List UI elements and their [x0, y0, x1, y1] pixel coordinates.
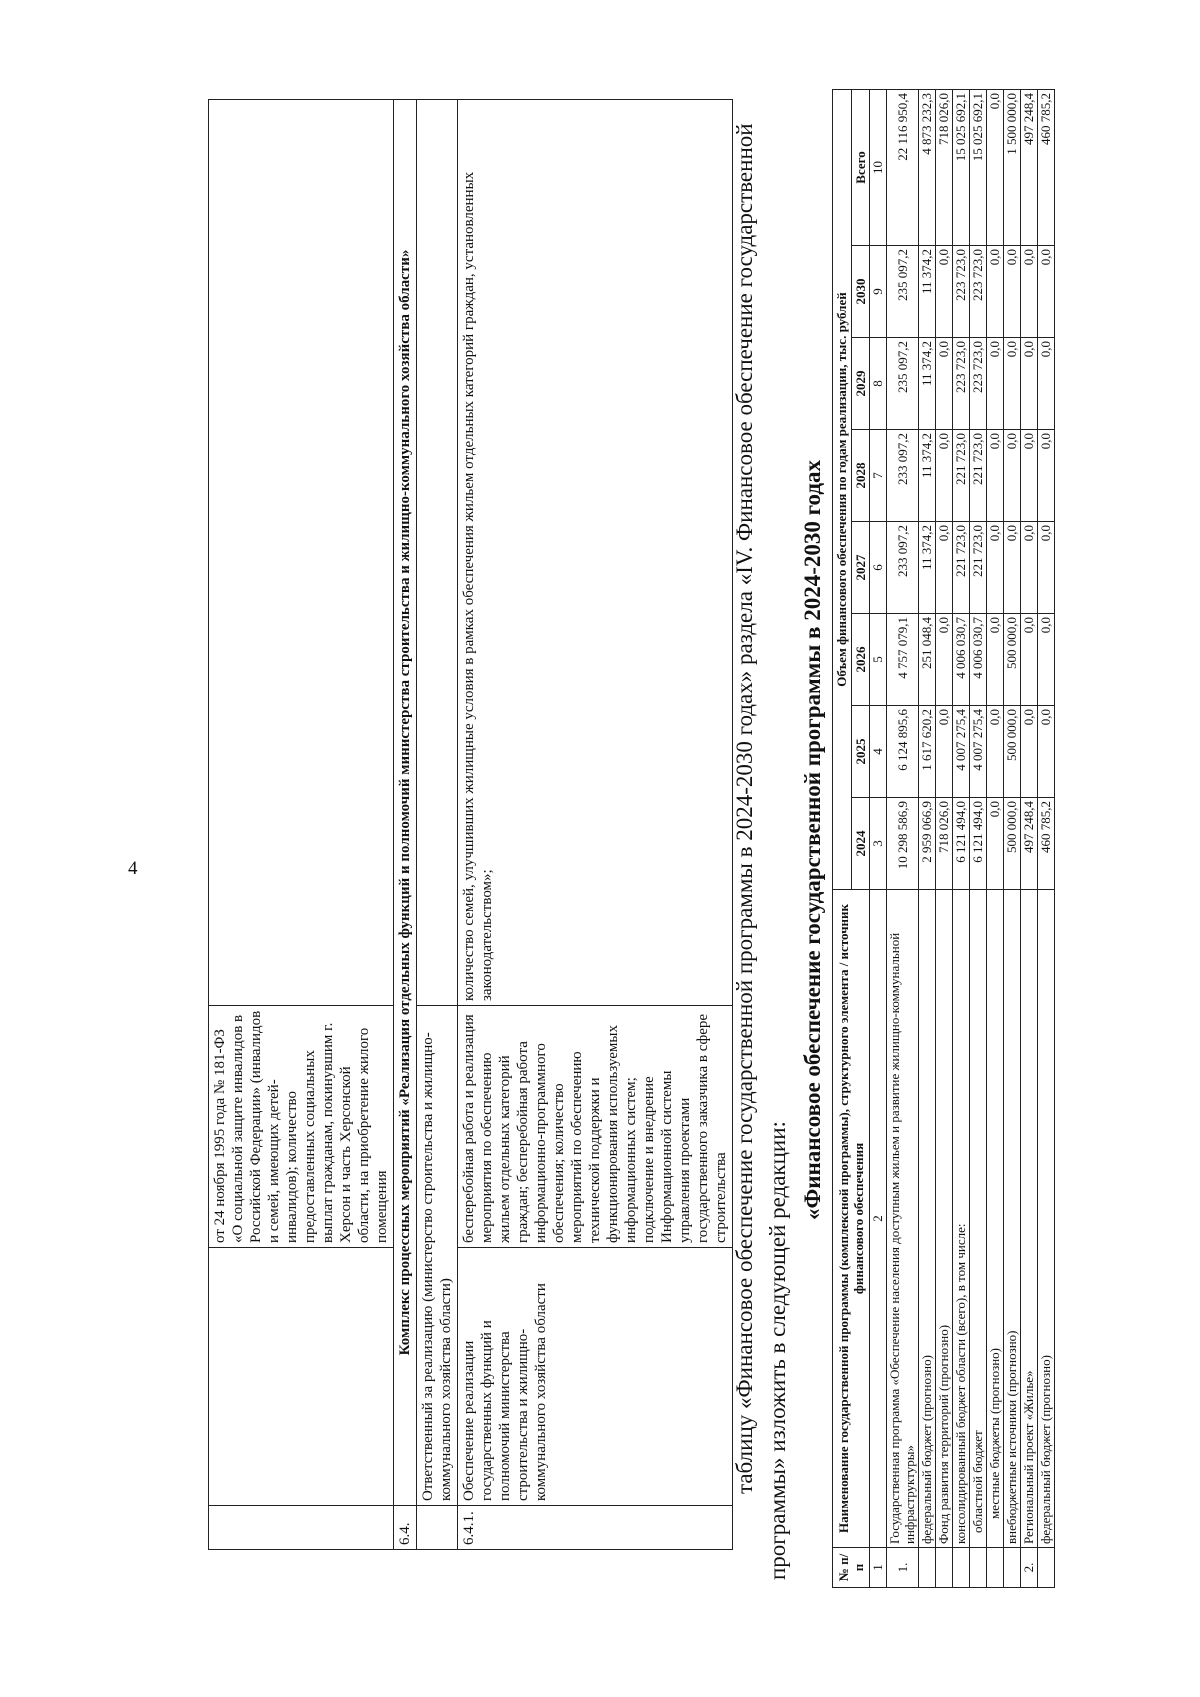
table-row [952, 89, 969, 1587]
year-value: 0,0 [986, 430, 1003, 522]
year-value: 4 006 030,7 [952, 614, 969, 706]
year-value: 251 048,4 [918, 614, 935, 706]
column-index: 9 [870, 246, 887, 338]
row-number [1003, 1548, 1020, 1588]
financial-table [832, 89, 1055, 1588]
year-value: 1 617 620,2 [918, 706, 935, 798]
year-value: 11 374,2 [918, 522, 935, 614]
year-value: 0,0 [1020, 430, 1037, 522]
year-value: 11 374,2 [918, 246, 935, 338]
header-year: 2024 [851, 798, 870, 890]
year-value: 2 959 066,9 [918, 798, 935, 890]
year-value: 4 007 275,4 [969, 706, 986, 798]
year-value: 11 374,2 [918, 430, 935, 522]
year-value: 0,0 [935, 430, 952, 522]
row-number [969, 1548, 986, 1588]
table-row [458, 100, 733, 1550]
total-value: 15 025 692,1 [969, 89, 986, 245]
year-value: 223 723,0 [969, 246, 986, 338]
table-cell [209, 1506, 394, 1550]
header-year: 2030 [851, 246, 870, 338]
total-value: 15 025 692,1 [952, 89, 969, 245]
heading-wrapper [728, 80, 795, 1580]
year-value: 0,0 [935, 614, 952, 706]
year-value: 221 723,0 [969, 430, 986, 522]
table-row [986, 89, 1003, 1587]
year-value: 0,0 [1020, 614, 1037, 706]
total-value: 22 116 950,4 [886, 89, 918, 245]
total-value: 460 785,2 [1037, 89, 1054, 245]
page-number: 4 [128, 858, 138, 879]
table-cell [209, 100, 394, 1006]
header-volume: Объем финансового обеспечения по годам реализации, тыс. рублей [833, 89, 852, 889]
year-value: 11 374,2 [918, 338, 935, 430]
column-index: 8 [870, 338, 887, 430]
year-value: 0,0 [1003, 338, 1020, 430]
column-index: 7 [870, 430, 887, 522]
year-value: 0,0 [935, 522, 952, 614]
row-name: консолидированный бюджет области (всего), в том числе: [952, 890, 969, 1548]
year-value: 221 723,0 [952, 522, 969, 614]
year-value: 221 723,0 [969, 522, 986, 614]
year-value: 0,0 [1003, 246, 1020, 338]
section-row [394, 100, 417, 1550]
year-value: 0,0 [1037, 430, 1054, 522]
year-value: 460 785,2 [1037, 798, 1054, 890]
year-value: 0,0 [1020, 706, 1037, 798]
table-row [886, 89, 918, 1587]
header-year: 2027 [851, 522, 870, 614]
header-name: Наименование государственной программы (комплексной программы), структурного элемента / источник финансового обеспечения [833, 890, 870, 1548]
column-index: 3 [870, 798, 887, 890]
table-cell [417, 100, 458, 1006]
total-value: 0,0 [986, 89, 1003, 245]
year-value: 500 000,0 [1003, 706, 1020, 798]
year-value: 0,0 [986, 522, 1003, 614]
year-value: 0,0 [986, 338, 1003, 430]
top-table-wrapper [208, 100, 733, 1550]
total-value: 718 026,0 [935, 89, 952, 245]
row-number: 2. [1020, 1548, 1037, 1588]
year-value: 4 007 275,4 [952, 706, 969, 798]
year-value: 0,0 [1037, 522, 1054, 614]
column-index: 1 [870, 1548, 887, 1588]
table-row [209, 100, 394, 1550]
year-value: 0,0 [935, 706, 952, 798]
year-value: 223 723,0 [952, 246, 969, 338]
year-value: 500 000,0 [1003, 614, 1020, 706]
row-name: федеральный бюджет (прогнозно) [918, 890, 935, 1548]
year-value: 0,0 [1037, 706, 1054, 798]
row-name: областной бюджет [969, 890, 986, 1548]
column-index: 2 [870, 890, 887, 1548]
fin-table-wrapper [832, 90, 1055, 1588]
year-value: 0,0 [1020, 246, 1037, 338]
heading-paragraph: таблицу «Финансовое обеспечение государственной программы в 2024-2030 годах» раздела «IV. Финансовое обеспечение государственной программы» изложить в следующей редакции: [732, 123, 791, 1580]
year-value: 497 248,4 [1020, 798, 1037, 890]
table-row [1020, 89, 1037, 1587]
year-value: 235 097,2 [886, 246, 918, 338]
table-title: «Финансовое обеспечение государственной программы в 2024-2030 годах [800, 460, 825, 1220]
column-index: 4 [870, 706, 887, 798]
column-index-row [870, 89, 887, 1587]
year-value: 233 097,2 [886, 430, 918, 522]
year-value: 221 723,0 [952, 430, 969, 522]
year-value: 0,0 [1037, 614, 1054, 706]
year-value: 0,0 [935, 246, 952, 338]
task-text: Обеспечение реализации государственных функций и полномочий министерства строительства и жилищно-коммунального хозяйства области [458, 1248, 733, 1506]
program-structure-table [208, 99, 733, 1550]
year-value: 0,0 [1003, 522, 1020, 614]
row-number: 1. [886, 1548, 918, 1588]
row-name: Региональный проект «Жилье» [1020, 890, 1037, 1548]
table-row [969, 89, 986, 1587]
table-row [935, 89, 952, 1587]
table-cell [209, 1248, 394, 1506]
header-year: 2026 [851, 614, 870, 706]
column-index: 5 [870, 614, 887, 706]
row-name: федеральный бюджет (прогнозно) [1037, 890, 1054, 1548]
section-number: 6.4. [394, 1506, 417, 1550]
year-value: 0,0 [986, 614, 1003, 706]
year-value: 6 121 494,0 [952, 798, 969, 890]
year-value: 0,0 [1020, 338, 1037, 430]
header-year: 2025 [851, 706, 870, 798]
year-value: 6 124 895,6 [886, 706, 918, 798]
year-value: 4 006 030,7 [969, 614, 986, 706]
header-row [833, 89, 852, 1587]
total-value: 497 248,4 [1020, 89, 1037, 245]
total-value: 4 873 232,3 [918, 89, 935, 245]
table-cell: от 24 ноября 1995 года № 181-ФЗ «О социальной защите инвалидов в Российской Федерации» (инвалидов и семей, имеющих детей-инвалидов); количество предоставленных социальных выплат гражданам, покинувшим г. Херсон и часть Херсонской области, на приобретение жилого помещения [209, 1006, 394, 1248]
year-value: 0,0 [1037, 246, 1054, 338]
header-num: № п/п [833, 1548, 870, 1588]
year-value: 500 000,0 [1003, 798, 1020, 890]
year-value: 0,0 [1003, 430, 1020, 522]
year-value: 233 097,2 [886, 522, 918, 614]
year-value: 0,0 [1037, 338, 1054, 430]
row-number [918, 1548, 935, 1588]
table-row [918, 89, 935, 1587]
row-number [1037, 1548, 1054, 1588]
section-title: Комплекс процессных мероприятий «Реализация отдельных функций и полномочий министерства строительства и жилищно-коммунального хозяйства области» [394, 100, 417, 1506]
responsible-text: Ответственный за реализацию (министерство строительства и жилищно-коммунального хозяйства области) [417, 1006, 458, 1506]
table-title-wrapper [800, 100, 826, 1580]
year-value: 718 026,0 [935, 798, 952, 890]
year-value: 0,0 [935, 338, 952, 430]
effects-text: бесперебойная работа и реализация мероприятия по обеспечению жильем отдельных категорий граждан; бесперебойная работа информационно-программного обеспечения; количество мероприятий по обеспечению технической поддержки и функционирования используемых информационных систем; подключение и внедрение Информационной системы управления проектами государственного заказчика в сфере строительства [458, 1006, 733, 1248]
year-value: 0,0 [986, 706, 1003, 798]
row-number: 6.4.1. [458, 1506, 733, 1550]
table-row [1037, 89, 1054, 1587]
table-row [1003, 89, 1020, 1587]
header-total: Всего [851, 89, 870, 245]
table-cell [417, 1506, 458, 1550]
year-value: 6 121 494,0 [969, 798, 986, 890]
year-value: 0,0 [986, 798, 1003, 890]
year-value: 223 723,0 [969, 338, 986, 430]
row-name: внебюджетные источники (прогнозно) [1003, 890, 1020, 1548]
total-value: 1 500 000,0 [1003, 89, 1020, 245]
header-year: 2029 [851, 338, 870, 430]
year-value: 10 298 586,9 [886, 798, 918, 890]
responsible-row [417, 100, 458, 1550]
column-index: 6 [870, 522, 887, 614]
column-index: 10 [870, 89, 887, 245]
year-value: 0,0 [1020, 522, 1037, 614]
year-value: 0,0 [986, 246, 1003, 338]
row-name: Государственная программа «Обеспечение населения доступным жильем и развитие жилищно-коммунальной инфраструктуры» [886, 890, 918, 1548]
row-number [935, 1548, 952, 1588]
row-number [986, 1548, 1003, 1588]
year-value: 4 757 079,1 [886, 614, 918, 706]
indicator-text: количество семей, улучшивших жилищные условия в рамках обеспечения жильем отдельных категорий граждан, установленных законодательством»; [458, 100, 733, 1006]
header-year: 2028 [851, 430, 870, 522]
row-name: местные бюджеты (прогнозно) [986, 890, 1003, 1548]
row-name: Фонд развития территорий (прогнозно) [935, 890, 952, 1548]
year-value: 223 723,0 [952, 338, 969, 430]
year-value: 235 097,2 [886, 338, 918, 430]
row-number [952, 1548, 969, 1588]
